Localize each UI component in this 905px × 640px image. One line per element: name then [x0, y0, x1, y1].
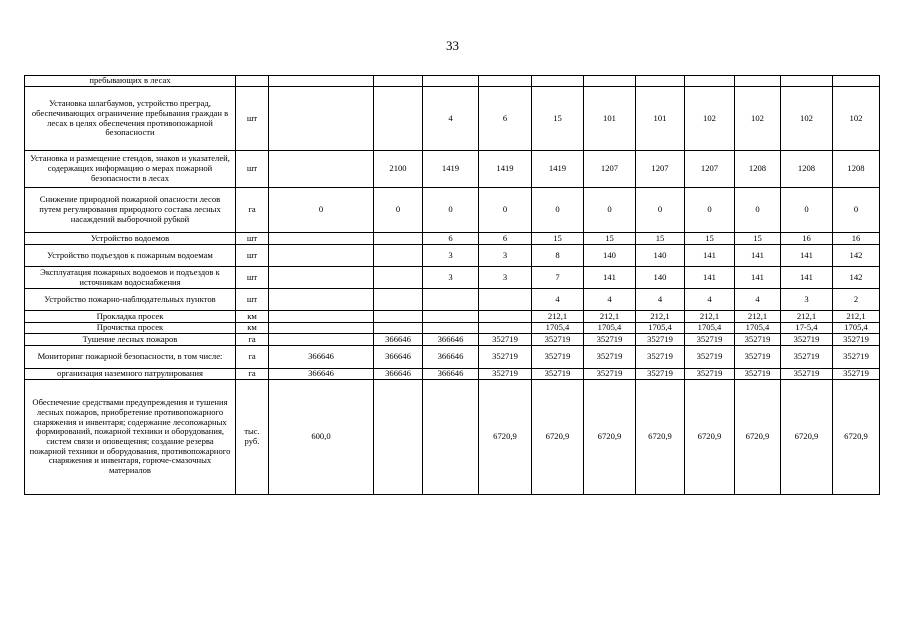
value-cell: 0: [269, 188, 374, 233]
value-cell: 6720,9: [685, 380, 735, 495]
value-cell: 140: [636, 267, 685, 289]
value-cell: [479, 289, 532, 311]
table-row: [25, 346, 880, 369]
value-cell: 142: [833, 245, 880, 267]
value-cell: 3: [423, 267, 479, 289]
value-cell: [479, 323, 532, 334]
value-cell: 1705,4: [584, 323, 636, 334]
table-row: [25, 380, 880, 495]
value-cell: 16: [781, 233, 833, 245]
value-cell: [269, 311, 374, 323]
value-cell: 366646: [423, 369, 479, 380]
value-cell: [374, 76, 423, 87]
row-name: пребывающих в лесах: [25, 76, 236, 87]
value-cell: [374, 380, 423, 495]
table-row: [25, 76, 880, 87]
value-cell: 0: [423, 188, 479, 233]
value-cell: 366646: [374, 346, 423, 369]
value-cell: 4: [423, 87, 479, 151]
value-cell: 352719: [833, 369, 880, 380]
value-cell: 141: [584, 267, 636, 289]
value-cell: [833, 76, 880, 87]
value-cell: 101: [584, 87, 636, 151]
table-row: [25, 289, 880, 311]
value-cell: 141: [685, 267, 735, 289]
row-name: организация наземного патрулирования: [25, 369, 236, 380]
value-cell: 212,1: [532, 311, 584, 323]
value-cell: 4: [636, 289, 685, 311]
row-unit: [236, 76, 269, 87]
value-cell: 352719: [735, 369, 781, 380]
row-unit: шт: [236, 151, 269, 188]
value-cell: 142: [833, 267, 880, 289]
value-cell: [374, 323, 423, 334]
value-cell: 141: [781, 245, 833, 267]
value-cell: 6: [423, 233, 479, 245]
value-cell: 140: [636, 245, 685, 267]
value-cell: 352719: [781, 334, 833, 346]
value-cell: 352719: [781, 346, 833, 369]
value-cell: 17-5,4: [781, 323, 833, 334]
value-cell: 212,1: [781, 311, 833, 323]
value-cell: [423, 289, 479, 311]
value-cell: 1705,4: [532, 323, 584, 334]
value-cell: 366646: [374, 334, 423, 346]
row-name: Установка шлагбаумов, устройство преград, обеспечивающих ограничение пребывания граждан в лесах в целях обеспечения противопожарной безопасности: [25, 87, 236, 151]
value-cell: [269, 233, 374, 245]
value-cell: 0: [584, 188, 636, 233]
value-cell: [269, 267, 374, 289]
value-cell: [374, 267, 423, 289]
value-cell: [269, 76, 374, 87]
value-cell: 0: [735, 188, 781, 233]
value-cell: 352719: [685, 334, 735, 346]
value-cell: 352719: [685, 369, 735, 380]
value-cell: 1208: [833, 151, 880, 188]
row-unit: га: [236, 346, 269, 369]
value-cell: [685, 76, 735, 87]
value-cell: 0: [685, 188, 735, 233]
page-number: 33: [446, 38, 459, 53]
value-cell: 212,1: [833, 311, 880, 323]
row-unit: га: [236, 369, 269, 380]
value-cell: [374, 289, 423, 311]
value-cell: 140: [584, 245, 636, 267]
row-unit: га: [236, 188, 269, 233]
value-cell: [374, 245, 423, 267]
value-cell: 352719: [584, 369, 636, 380]
row-unit: шт: [236, 87, 269, 151]
value-cell: [423, 76, 479, 87]
row-name: Устройство пожарно-наблюдательных пунктов: [25, 289, 236, 311]
value-cell: 3: [479, 245, 532, 267]
value-cell: 2: [833, 289, 880, 311]
value-cell: 1419: [532, 151, 584, 188]
value-cell: 16: [833, 233, 880, 245]
value-cell: [479, 76, 532, 87]
value-cell: [532, 76, 584, 87]
row-name: Устройство подъездов к пожарным водоемам: [25, 245, 236, 267]
value-cell: 352719: [479, 369, 532, 380]
value-cell: 15: [532, 233, 584, 245]
value-cell: 366646: [269, 369, 374, 380]
row-name: Прочистка просек: [25, 323, 236, 334]
value-cell: 6720,9: [781, 380, 833, 495]
value-cell: 3: [781, 289, 833, 311]
value-cell: 6720,9: [735, 380, 781, 495]
value-cell: 0: [532, 188, 584, 233]
value-cell: 15: [685, 233, 735, 245]
table-row: [25, 323, 880, 334]
value-cell: 352719: [479, 346, 532, 369]
value-cell: 1207: [636, 151, 685, 188]
value-cell: 6720,9: [479, 380, 532, 495]
value-cell: 141: [735, 267, 781, 289]
value-cell: 212,1: [735, 311, 781, 323]
value-cell: [423, 311, 479, 323]
value-cell: 102: [735, 87, 781, 151]
value-cell: 352719: [735, 346, 781, 369]
row-name: Снижение природной пожарной опасности лесов путем регулирования природного состава лесных насаждений выборочной рубкой: [25, 188, 236, 233]
value-cell: 7: [532, 267, 584, 289]
value-cell: 141: [735, 245, 781, 267]
table-row: [25, 87, 880, 151]
value-cell: 600,0: [269, 380, 374, 495]
value-cell: 1705,4: [636, 323, 685, 334]
row-name: Установка и размещение стендов, знаков и указателей, содержащих информацию о мерах пожарной безопасности в лесах: [25, 151, 236, 188]
table-row: [25, 233, 880, 245]
value-cell: 352719: [685, 346, 735, 369]
value-cell: 6720,9: [584, 380, 636, 495]
value-cell: [374, 311, 423, 323]
value-cell: [269, 289, 374, 311]
value-cell: 352719: [636, 369, 685, 380]
table-row: [25, 245, 880, 267]
value-cell: [735, 76, 781, 87]
value-cell: 4: [532, 289, 584, 311]
value-cell: 15: [532, 87, 584, 151]
value-cell: 0: [833, 188, 880, 233]
value-cell: 0: [479, 188, 532, 233]
value-cell: 352719: [636, 346, 685, 369]
value-cell: [269, 151, 374, 188]
value-cell: 1208: [781, 151, 833, 188]
row-unit: тыс. руб.: [236, 380, 269, 495]
value-cell: 141: [781, 267, 833, 289]
value-cell: 1207: [584, 151, 636, 188]
value-cell: 102: [833, 87, 880, 151]
value-cell: 101: [636, 87, 685, 151]
value-cell: [423, 323, 479, 334]
value-cell: [269, 87, 374, 151]
value-cell: 366646: [269, 346, 374, 369]
value-cell: 6720,9: [532, 380, 584, 495]
value-cell: 352719: [735, 334, 781, 346]
value-cell: 15: [636, 233, 685, 245]
value-cell: 102: [685, 87, 735, 151]
value-cell: 4: [735, 289, 781, 311]
value-cell: 366646: [423, 346, 479, 369]
row-unit: шт: [236, 233, 269, 245]
value-cell: 4: [685, 289, 735, 311]
value-cell: 8: [532, 245, 584, 267]
value-cell: 1705,4: [685, 323, 735, 334]
value-cell: 352719: [532, 346, 584, 369]
value-cell: [781, 76, 833, 87]
table-row: [25, 151, 880, 188]
row-unit: шт: [236, 245, 269, 267]
row-unit: га: [236, 334, 269, 346]
value-cell: 1419: [479, 151, 532, 188]
value-cell: 6720,9: [833, 380, 880, 495]
value-cell: 366646: [423, 334, 479, 346]
value-cell: 1705,4: [833, 323, 880, 334]
row-unit: км: [236, 311, 269, 323]
value-cell: 6: [479, 87, 532, 151]
value-cell: 15: [735, 233, 781, 245]
value-cell: 366646: [374, 369, 423, 380]
value-cell: [636, 76, 685, 87]
value-cell: 1705,4: [735, 323, 781, 334]
value-cell: 3: [423, 245, 479, 267]
table-row: [25, 369, 880, 380]
value-cell: 1208: [735, 151, 781, 188]
row-unit: шт: [236, 289, 269, 311]
value-cell: 352719: [833, 334, 880, 346]
row-name: Прокладка просек: [25, 311, 236, 323]
row-unit: км: [236, 323, 269, 334]
value-cell: 15: [584, 233, 636, 245]
value-cell: 212,1: [636, 311, 685, 323]
value-cell: 352719: [584, 346, 636, 369]
table-row: [25, 188, 880, 233]
value-cell: [374, 233, 423, 245]
value-cell: 212,1: [685, 311, 735, 323]
value-cell: 352719: [532, 369, 584, 380]
value-cell: 1207: [685, 151, 735, 188]
row-name: Тушение лесных пожаров: [25, 334, 236, 346]
value-cell: 6: [479, 233, 532, 245]
row-name: Обеспечение средствами предупреждения и тушения лесных пожаров, приобретение противопожарного снаряжения и инвентаря; содержание лесопожарных формирований, пожарной техники и оборудования, систем связи и оповещения; создание резерва пожарной техники и оборудования, противопожарного снаряжения и инвентаря, горюче-смазочных материалов: [25, 380, 236, 495]
table-row: [25, 311, 880, 323]
table-row: [25, 334, 880, 346]
value-cell: [374, 87, 423, 151]
value-cell: [269, 323, 374, 334]
value-cell: 3: [479, 267, 532, 289]
value-cell: [479, 311, 532, 323]
value-cell: [269, 334, 374, 346]
row-name: Мониторинг пожарной безопасности, в том числе:: [25, 346, 236, 369]
value-cell: 2100: [374, 151, 423, 188]
value-cell: 212,1: [584, 311, 636, 323]
value-cell: 0: [636, 188, 685, 233]
row-name: Эксплуатация пожарных водоемов и подъездов к источникам водоснабжения: [25, 267, 236, 289]
row-name: Устройство водоемов: [25, 233, 236, 245]
value-cell: 352719: [479, 334, 532, 346]
value-cell: [584, 76, 636, 87]
value-cell: 141: [685, 245, 735, 267]
table-row: [25, 267, 880, 289]
value-cell: [269, 245, 374, 267]
value-cell: 6720,9: [636, 380, 685, 495]
value-cell: 0: [781, 188, 833, 233]
fire-safety-measures-table: [24, 75, 880, 495]
value-cell: 352719: [584, 334, 636, 346]
value-cell: 352719: [636, 334, 685, 346]
value-cell: 4: [584, 289, 636, 311]
value-cell: 0: [374, 188, 423, 233]
value-cell: 1419: [423, 151, 479, 188]
row-unit: шт: [236, 267, 269, 289]
value-cell: 352719: [833, 346, 880, 369]
value-cell: [423, 380, 479, 495]
value-cell: 352719: [781, 369, 833, 380]
value-cell: 102: [781, 87, 833, 151]
value-cell: 352719: [532, 334, 584, 346]
